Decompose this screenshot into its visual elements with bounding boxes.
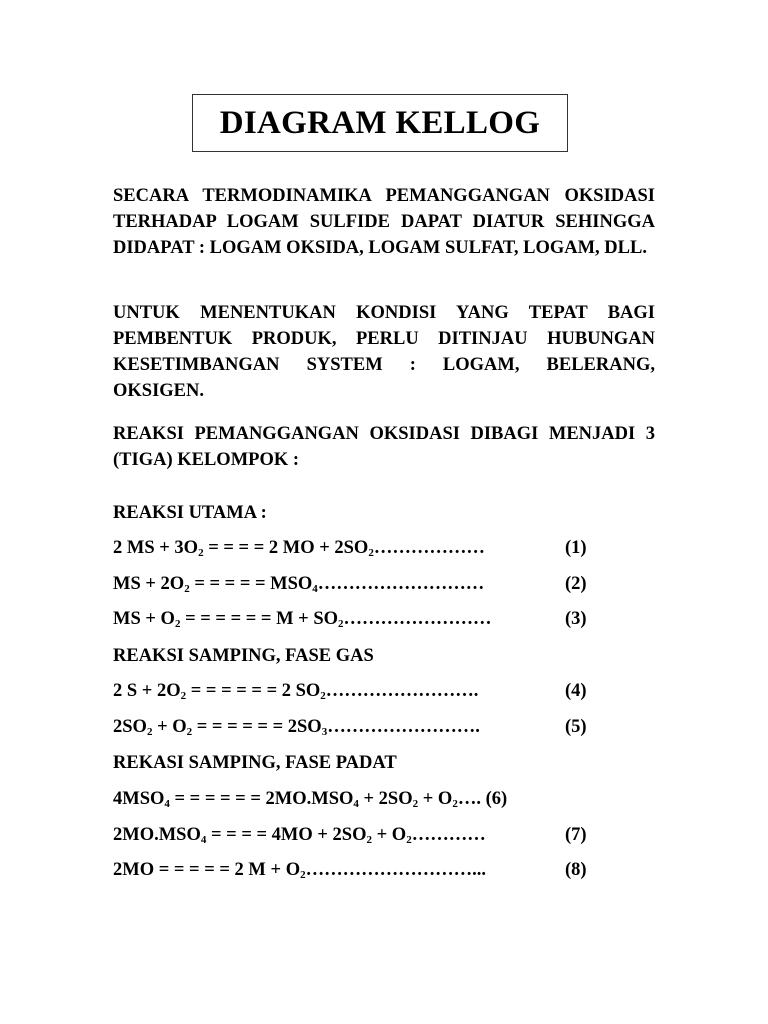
title-box	[192, 94, 568, 152]
reaction-1: 2 MS + $3O_2$ = = = = 2 MO + $2SO_2\dots\dots\dots\dots\dots\dots$	[113, 538, 485, 559]
heading-reaksi-samping-gas: REAKSI SAMPING, FASE GAS	[113, 646, 374, 666]
reaction-4: 2 $S + 2O_2$ = = = = = = 2 $SO_2\dots\dots\dots\dots\dots\dots\dots\dots$.	[113, 681, 479, 702]
page-title: DIAGRAM KELLOG	[219, 104, 541, 141]
reaction-7: $2MO.MSO_4$ = = = = $4MO + 2SO_2$ + $O_2\dots\dots\dots\dots$	[113, 825, 486, 846]
reaction-number-4: (4)	[565, 681, 587, 701]
reaction-8: 2MO = = = = = 2 $M + O_2\dots\dots\dots\dots\dots\dots\dots\dots\dots$...	[113, 860, 486, 881]
reaction-number-1: (1)	[565, 538, 587, 558]
heading-rekasi-samping-padat: REKASI SAMPING, FASE PADAT	[113, 753, 397, 773]
reaction-5: $2SO_2 + O_2$ = = = = = = $2SO_3\dots\dots\dots\dots\dots\dots\dots\dots$.	[113, 717, 480, 738]
paragraph-3: REAKSI PEMANGGANGAN OKSIDASI DIBAGI MENJADI 3 (TIGA) KELOMPOK :	[113, 424, 655, 470]
reaction-number-2: (2)	[565, 574, 587, 594]
reaction-number-8: (8)	[565, 860, 587, 880]
paragraph-1: SECARA TERMODINAMIKA PEMANGGANGAN OKSIDASI TERHADAP LOGAM SULFIDE DAPAT DIATUR SEHINGGA DIDAPAT : LOGAM OKSIDA, LOGAM SULFAT, LOGAM, DLL.	[113, 186, 655, 258]
reaction-number-3: (3)	[565, 609, 587, 629]
heading-reaksi-utama: REAKSI UTAMA :	[113, 503, 267, 523]
reaction-2: MS + $2O_2$ = = = = = $MSO_4\dots\dots\dots\dots\dots\dots\dots\dots\dots$	[113, 574, 485, 595]
reaction-6: $4MSO_4$ = = = = = = $2MO.MSO_4 + 2SO_2$ + $O_2\dots$. (6)	[113, 789, 508, 810]
reaction-number-5: (5)	[565, 717, 587, 737]
reaction-number-7: (7)	[565, 825, 587, 845]
reaction-3: MS + $O_2$ = = = = = = $M + SO_2\dots\dots\dots\dots\dots\dots\dots\dots$	[113, 609, 492, 630]
paragraph-2: UNTUK MENENTUKAN KONDISI YANG TEPAT BAGI PEMBENTUK PRODUK, PERLU DITINJAU HUBUNGAN KESETIMBANGAN SYSTEM : LOGAM, BELERANG, OKSIGEN.	[113, 303, 655, 401]
